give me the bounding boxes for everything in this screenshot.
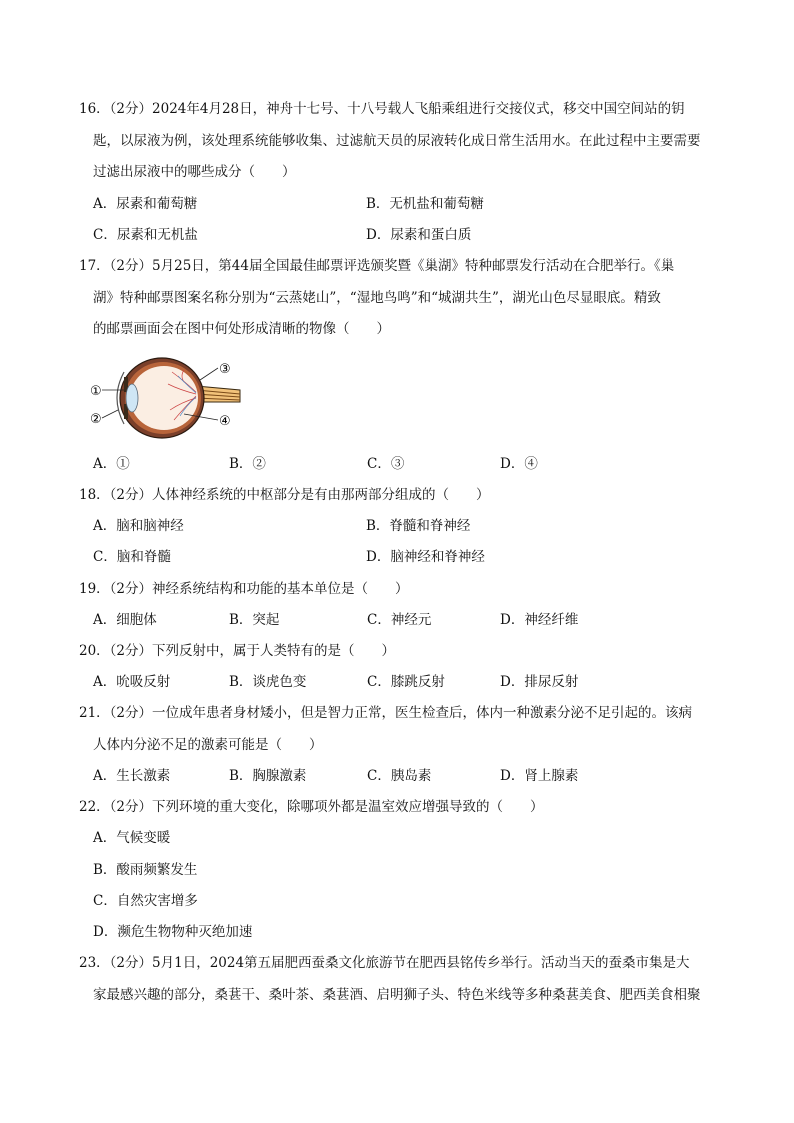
question-16-line-2: 匙，以尿液为例，该处理系统能够收集、过滤航天员的尿液转化成日常生活用水。在此过程中主要需要 (93, 133, 701, 149)
question-19-option-d[interactable]: D．神经纤维 (500, 612, 579, 628)
question-16-line-3: 过滤出尿液中的哪些成分（ ） (93, 164, 296, 180)
question-19-option-b[interactable]: B．突起 (229, 612, 280, 628)
question-20-option-d[interactable]: D．排尿反射 (500, 674, 579, 690)
question-22-option-b[interactable]: B．酸雨频繁发生 (93, 862, 198, 878)
lens (126, 384, 138, 412)
question-22-option-d[interactable]: D．濒危生物物种灭绝加速 (93, 924, 253, 940)
question-20-line-1: 20．（2分）下列反射中，属于人类特有的是（ ） (79, 643, 396, 659)
question-17-line-1: 17．（2分）5月25日，第44届全国最佳邮票评选颁奖暨《巢湖》特种邮票发行活动在合肥举行。《巢 (79, 258, 675, 274)
question-20-option-a[interactable]: A．吮吸反射 (93, 674, 171, 690)
question-18-option-d[interactable]: D．脑神经和脊神经 (366, 549, 485, 565)
question-21-option-a[interactable]: A．生长激素 (93, 768, 171, 784)
figure-label-1: ① (90, 384, 102, 399)
question-20-option-c[interactable]: C．膝跳反射 (367, 674, 445, 690)
question-18-option-a[interactable]: A．脑和脑神经 (93, 518, 184, 534)
question-17-option-c[interactable]: C．③ (367, 456, 405, 472)
label-line-3 (200, 368, 218, 380)
vitreous-body (130, 366, 198, 430)
question-19-option-c[interactable]: C．神经元 (367, 612, 432, 628)
question-23-line-2: 家最感兴趣的部分，桑葚干、桑叶茶、桑葚酒、启明狮子头、特色米线等多种桑葚美食、肥西美食相聚 (93, 987, 701, 1003)
figure-label-2: ② (90, 412, 102, 427)
question-21-option-d[interactable]: D．肾上腺素 (500, 768, 579, 784)
question-21-line-1: 21．（2分）一位成年患者身材矮小，但是智力正常，医生检查后，体内一种激素分泌不足引起的。该病 (79, 705, 693, 721)
question-17-line-3: 的邮票画面会在图中何处形成清晰的物像（ ） (93, 321, 390, 337)
question-16-option-c[interactable]: C．尿素和无机盐 (93, 227, 198, 243)
question-16-line-1: 16．（2分）2024年4月28日，神舟十七号、十八号载人飞船乘组进行交接仪式，移交中国空间站的钥 (79, 101, 685, 117)
question-22-option-c[interactable]: C．自然灾害增多 (93, 893, 198, 909)
question-19-option-a[interactable]: A．细胞体 (93, 612, 157, 628)
question-17-option-b[interactable]: B．② (229, 456, 266, 472)
question-22-option-a[interactable]: A．气候变暖 (93, 830, 171, 846)
question-18-line-1: 18．（2分）人体神经系统的中枢部分是有由那两部分组成的（ ） (79, 487, 490, 503)
question-17-option-a[interactable]: A．① (93, 456, 130, 472)
question-21-option-c[interactable]: C．胰岛素 (367, 768, 432, 784)
label-line-2 (102, 410, 118, 418)
figure-label-3: ③ (219, 362, 231, 377)
question-16-option-a[interactable]: A．尿素和葡萄糖 (93, 196, 198, 212)
question-17-option-d[interactable]: D．④ (500, 456, 538, 472)
question-21-option-b[interactable]: B．胸腺激素 (229, 768, 307, 784)
question-16-option-d[interactable]: D．尿素和蛋白质 (366, 227, 472, 243)
question-16-option-b[interactable]: B．无机盐和葡萄糖 (366, 196, 484, 212)
figure-label-4: ④ (219, 414, 231, 429)
question-20-option-b[interactable]: B．谈虎色变 (229, 674, 307, 690)
question-21-line-2: 人体内分泌不足的激素可能是（ ） (93, 737, 323, 753)
question-22-line-1: 22．（2分）下列环境的重大变化，除哪项外都是温室效应增强导致的（ ） (79, 799, 544, 815)
question-19-line-1: 19．（2分）神经系统结构和功能的基本单位是（ ） (79, 581, 409, 597)
question-18-option-c[interactable]: C．脑和脊髓 (93, 549, 171, 565)
question-23-line-1: 23．（2分）5月1日，2024第五届肥西蚕桑文化旅游节在肥西县铭传乡举行。活动当天的蚕桑市集是大 (79, 955, 690, 971)
eye-diagram (88, 350, 248, 446)
question-18-option-b[interactable]: B．脊髓和脊神经 (366, 518, 471, 534)
question-17-line-2: 湖》特种邮票图案名称分别为“云蒸姥山”，“湿地鸟鸣”和“城湖共生”，湖光山色尽显眼底。精致 (93, 290, 661, 306)
